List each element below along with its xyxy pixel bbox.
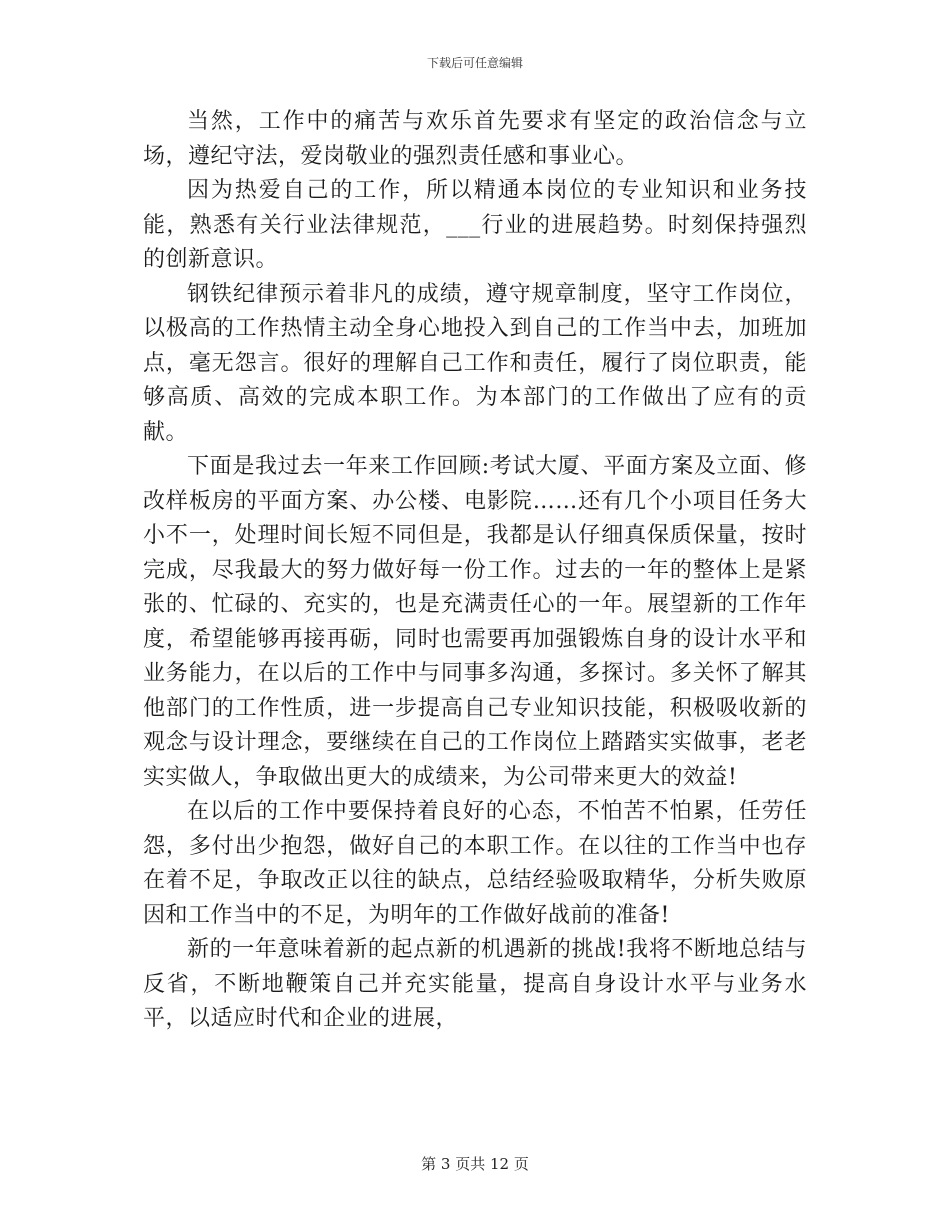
paragraph-2: 因为热爱自己的工作，所以精通本岗位的专业知识和业务技能，熟悉有关行业法律规范，___行业的进展趋势。时刻保持强烈的创新意识。: [143, 178, 807, 272]
paragraph-6: 新的一年意味着新的起点新的机遇新的挑战!我将不断地总结与反省，不断地鞭策自己并充实能量，提高自身设计水平与业务水平，以适应时代和企业的进展，: [143, 937, 807, 1031]
page-footer: 第 3 页共 12 页: [421, 1155, 529, 1173]
paragraph-4: 下面是我过去一年来工作回顾:考试大厦、平面方案及立面、修改样板房的平面方案、办公楼、电影院……还有几个小项目任务大小不一，处理时间长短不同但是，我都是认仔细真保质保量，按时完成，尽我最大的努力做好每一份工作。过去的一年的整体上是紧张的、忙碌的、充实的，也是充满责任心的一年。展望新的工作年度，希望能够再接再砺，同时也需要再加强锻炼自身的设计水平和业务能力，在以后的工作中与同事多沟通，多探讨。多关怀了解其他部门的工作性质，进一步提高自己专业知识技能，积极吸收新的观念与设计理念，要继续在自己的工作岗位上踏踏实实做事，老老实实做人，争取做出更大的成绩来，为公司带来更大的效益!: [143, 454, 807, 790]
paragraph-1: 当然，工作中的痛苦与欢乐首先要求有坚定的政治信念与立场，遵纪守法，爱岗敬业的强烈责任感和事业心。: [143, 109, 807, 169]
paragraph-5: 在以后的工作中要保持着良好的心态，不怕苦不怕累，任劳任怨，多付出少抱怨，做好自己的本职工作。在以往的工作当中也存在着不足，争取改正以往的缺点，总结经验吸取精华，分析失败原因和工作当中的不足，为明年的工作做好战前的准备!: [143, 799, 807, 928]
document-body: [143, 105, 807, 1037]
page-header: 下载后可任意编辑: [426, 56, 523, 70]
paragraph-3: 钢铁纪律预示着非凡的成绩，遵守规章制度，坚守工作岗位，以极高的工作热情主动全身心地投入到自己的工作当中去，加班加点，毫无怨言。很好的理解自己工作和责任，履行了岗位职责，能够高质、高效的完成本职工作。为本部门的工作做出了应有的贡献。: [143, 281, 807, 445]
